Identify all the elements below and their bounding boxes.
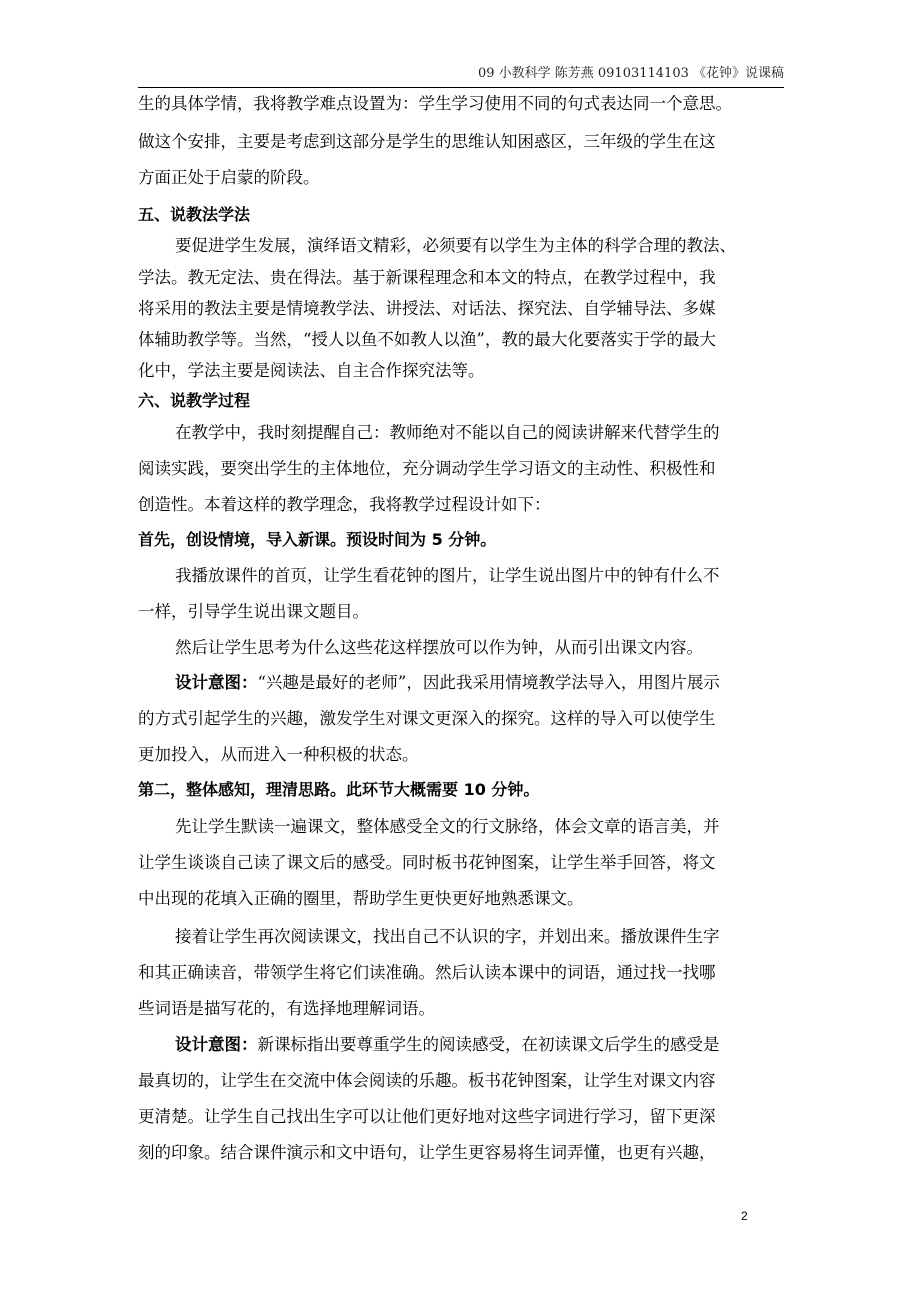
body-line: 学法。教无定法、贵在得法。基于新课程理念和本文的特点，在教学过程中，我 bbox=[138, 268, 716, 287]
design-intent-text: “兴趣是最好的老师”，因此我采用情境教学法导入，用图片展示 bbox=[257, 673, 720, 692]
body-line: 然后让学生思考为什么这些花这样摆放可以作为钟，从而引出课文内容。 bbox=[175, 638, 703, 657]
body-line: 先让学生默读一遍课文，整体感受全文的行文脉络，体会文章的语言美，并 bbox=[175, 817, 720, 836]
body-line: 让学生谈谈自己读了课文后的感受。同时板书花钟图案，让学生举手回答，将文 bbox=[138, 853, 716, 872]
section-heading: 六、说教学过程 bbox=[138, 391, 251, 410]
step-heading: 首先，创设情境，导入新课。预设时间为 5 分钟。 bbox=[138, 530, 497, 549]
body-line: 些词语是描写花的，有选择地理解词语。 bbox=[138, 999, 435, 1018]
design-intent-text: 新课标指出要尊重学生的阅读感受，在初读课文后学生的感受是 bbox=[257, 1035, 720, 1054]
body-line: 接着让学生再次阅读课文，找出自己不认识的字，并划出来。播放课件生字 bbox=[175, 927, 720, 946]
body-line: 更清楚。让学生自己找出生字可以让他们更好地对这些字词进行学习，留下更深 bbox=[138, 1107, 716, 1126]
body-line: 创造性。本着这样的教学理念，我将教学过程设计如下： bbox=[138, 495, 551, 514]
running-header: 09 小教科学 陈芳燕 09103114103 《花钟》说课稿 bbox=[477, 66, 784, 81]
body-line: 体辅助教学等。当然，“授人以鱼不如教人以渔”，教的最大化要落实于学的最大 bbox=[138, 330, 716, 349]
body-line: 生的具体学情，我将教学难点设置为：学生学习使用不同的句式表达同一个意思。 bbox=[138, 94, 732, 113]
section-heading: 五、说教法学法 bbox=[138, 205, 251, 224]
body-line: 一样，引导学生说出课文题目。 bbox=[138, 602, 369, 621]
step-heading: 第二，整体感知，理清思路。此环节大概需要 10 分钟。 bbox=[138, 780, 540, 799]
design-intent-line bbox=[175, 672, 825, 694]
body-line: 将采用的教法主要是情境教学法、讲授法、对话法、探究法、自学辅导法、多媒 bbox=[138, 299, 716, 318]
body-line: 阅读实践，要突出学生的主体地位，充分调动学生学习语文的主动性、积极性和 bbox=[138, 459, 716, 478]
body-line: 和其正确读音，带领学生将它们读准确。然后认读本课中的词语，通过找一找哪 bbox=[138, 963, 716, 982]
body-line: 做这个安排，主要是考虑到这部分是学生的思维认知困惑区，三年级的学生在这 bbox=[138, 132, 716, 151]
body-line: 刻的印象。结合课件演示和文中语句，让学生更容易将生词弄懂，也更有兴趣， bbox=[138, 1143, 716, 1162]
header-rule bbox=[138, 87, 784, 88]
body-line: 中出现的花填入正确的圈里，帮助学生更快更好地熟悉课文。 bbox=[138, 889, 584, 908]
body-line: 方面正处于启蒙的阶段。 bbox=[138, 168, 320, 187]
body-line: 的方式引起学生的兴趣，激发学生对课文更深入的探究。这样的导入可以使学生 bbox=[138, 709, 716, 728]
page-number: 2 bbox=[741, 1209, 748, 1223]
body-line: 我播放课件的首页，让学生看花钟的图片，让学生说出图片中的钟有什么不 bbox=[175, 566, 720, 585]
body-line: 要促进学生发展，演绎语文精彩，必须要有以学生为主体的科学合理的教法、 bbox=[175, 236, 736, 255]
design-intent-line bbox=[175, 1034, 825, 1056]
body-line: 更加投入，从而进入一种积极的状态。 bbox=[138, 745, 419, 764]
body-line: 化中，学法主要是阅读法、自主合作探究法等。 bbox=[138, 361, 485, 380]
design-intent-label: 设计意图： bbox=[175, 1035, 258, 1054]
body-line: 最真切的，让学生在交流中体会阅读的乐趣。板书花钟图案，让学生对课文内容 bbox=[138, 1071, 716, 1090]
body-line: 在教学中，我时刻提醒自己：教师绝对不能以自己的阅读讲解来代替学生的 bbox=[175, 423, 720, 442]
design-intent-label: 设计意图： bbox=[175, 673, 258, 692]
